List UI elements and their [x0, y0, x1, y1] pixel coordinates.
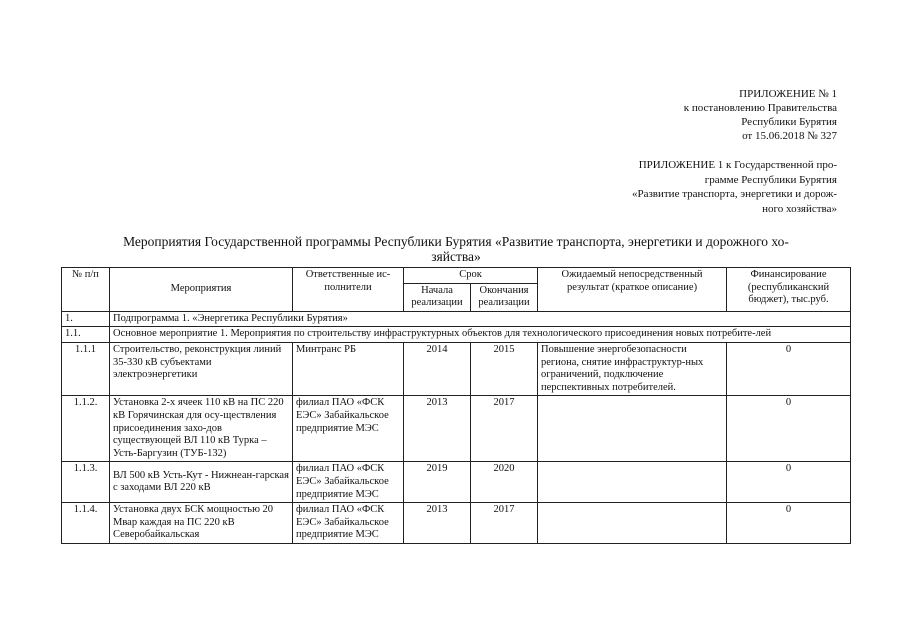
row-num: 1.1.3. — [62, 462, 110, 503]
row-responsible: филиал ПАО «ФСК ЕЭС» Забайкальское предприятие МЭС — [293, 503, 404, 544]
row-event: Установка двух БСК мощностью 20 Мвар каждая на ПС 220 кВ Северобайкальская — [110, 503, 293, 544]
row-end: 2015 — [471, 342, 538, 395]
row-financing: 0 — [727, 503, 851, 544]
row-num: 1.1. — [62, 327, 110, 343]
row-num: 1.1.2. — [62, 396, 110, 462]
row-responsible: Минтранс РБ — [293, 342, 404, 395]
header-line: ного хозяйства» — [762, 202, 837, 215]
title-line: зяйства» — [431, 249, 481, 264]
header-start: Начала реализации — [404, 283, 471, 311]
header-end: Окончания реализации — [471, 283, 538, 311]
row-event: ВЛ 500 кВ Усть-Кут - Нижнеан-гарская с заходами ВЛ 220 кВ — [110, 462, 293, 503]
main-event-title: Основное мероприятие 1. Мероприятия по строительству инфраструктурных объектов для технологического присоединения новых потребите-лей — [110, 327, 851, 343]
subprogram-row — [62, 311, 851, 327]
header-line: «Развитие транспорта, энергетики и дорож- — [631, 188, 837, 200]
row-end: 2020 — [471, 462, 538, 503]
header-line: грамме Республики Бурятия — [704, 173, 837, 186]
table-row — [62, 342, 851, 395]
table-header-row — [62, 268, 851, 284]
header-line: ПРИЛОЖЕНИЕ № 1 — [739, 88, 837, 100]
row-result — [538, 396, 727, 462]
header-line: ПРИЛОЖЕНИЕ 1 к Государственной про- — [638, 159, 837, 171]
row-result: Повышение энергобезопасности региона, снятие инфраструктур-ных ограничений, подключение перспективных потребителей. — [538, 342, 727, 395]
header-event: Мероприятия — [110, 268, 293, 312]
events-table — [61, 267, 851, 544]
row-num: 1.1.4. — [62, 503, 110, 544]
table-row — [62, 503, 851, 544]
header-financing: Финансирование (республиканский бюджет), тыс.руб. — [727, 268, 851, 312]
document-header-program — [632, 158, 837, 216]
header-line: к постановлению Правительства — [683, 102, 837, 114]
row-result — [538, 503, 727, 544]
main-event-row — [62, 327, 851, 343]
row-financing: 0 — [727, 342, 851, 395]
row-num: 1.1.1 — [62, 342, 110, 395]
row-start: 2019 — [404, 462, 471, 503]
header-responsible: Ответственные ис-полнители — [293, 268, 404, 312]
row-start: 2014 — [404, 342, 471, 395]
row-end: 2017 — [471, 396, 538, 462]
row-start: 2013 — [404, 503, 471, 544]
table-row — [62, 396, 851, 462]
table-row — [62, 462, 851, 503]
row-end: 2017 — [471, 503, 538, 544]
title-line: Мероприятия Государственной программы Республики Бурятия «Развитие транспорта, энергетики и дорожного хо- — [123, 234, 789, 249]
row-responsible: филиал ПАО «ФСК ЕЭС» Забайкальское предприятие МЭС — [293, 396, 404, 462]
row-event: Строительство, реконструкция линий 35-330 кВ субъектами электроэнергетики — [110, 342, 293, 395]
header-term: Срок — [404, 268, 538, 284]
header-line: Республики Бурятия — [741, 116, 837, 128]
row-event: Установка 2-х ячеек 110 кВ на ПС 220 кВ Горячинская для осу-ществления присоединения захо-дов существующей ВЛ 110 кВ Турка – Усть-Баргузин (ТУБ-132) — [110, 396, 293, 462]
document-header-approval — [684, 87, 837, 143]
row-financing: 0 — [727, 396, 851, 462]
row-result — [538, 462, 727, 503]
subprogram-title: Подпрограмма 1. «Энергетика Республики Бурятия» — [110, 311, 851, 327]
header-result: Ожидаемый непосредственный результат (краткое описание) — [538, 268, 727, 312]
row-start: 2013 — [404, 396, 471, 462]
row-responsible: филиал ПАО «ФСК ЕЭС» Забайкальское предприятие МЭС — [293, 462, 404, 503]
document-title — [62, 234, 850, 264]
row-financing: 0 — [727, 462, 851, 503]
header-line: от 15.06.2018 № 327 — [742, 130, 837, 142]
header-num: № п/п — [62, 268, 110, 312]
row-num: 1. — [62, 311, 110, 327]
